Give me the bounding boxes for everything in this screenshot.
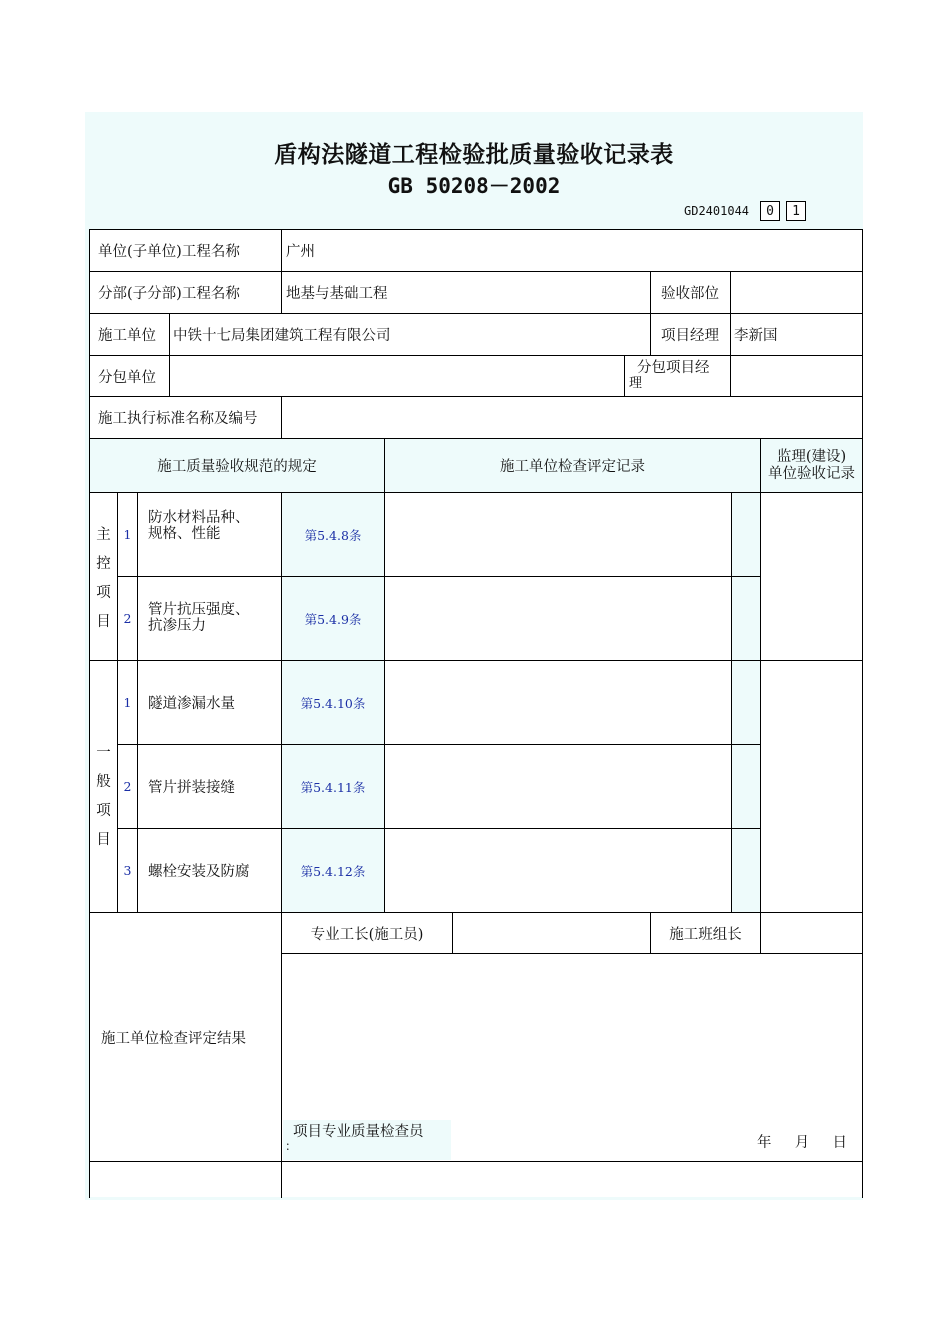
location-label: 验收部位 xyxy=(650,271,731,314)
general-item-3-clause: 第5.4.12条 xyxy=(281,828,385,913)
form-digit-2[interactable]: 1 xyxy=(786,201,806,221)
standard-field[interactable] xyxy=(281,396,863,439)
standard-label: 施工执行标准名称及编号 xyxy=(89,396,282,439)
spec-column-header: 施工质量验收规范的规定 xyxy=(89,438,385,493)
bottom-border-left xyxy=(89,1161,90,1198)
division-name-field[interactable]: 地基与基础工程 xyxy=(281,271,651,314)
foreman-field[interactable] xyxy=(452,912,651,954)
main-item-1-record-spare xyxy=(731,492,761,577)
project-manager-field[interactable]: 李新国 xyxy=(730,313,863,356)
general-item-3-no: 3 xyxy=(117,828,138,913)
result-date: 年 月 日 xyxy=(757,1135,847,1151)
main-item-2-no: 2 xyxy=(117,576,138,661)
form-code: GD2401044 xyxy=(684,204,750,218)
general-item-2-name: 管片拼装接缝 xyxy=(137,744,282,829)
general-item-3-record[interactable] xyxy=(384,828,732,913)
subcontractor-field[interactable] xyxy=(169,355,625,397)
record-column-header: 施工单位检查评定记录 xyxy=(384,438,761,493)
main-item-2-name: 管片抗压强度、 抗渗压力 xyxy=(137,576,282,661)
page-title: 盾构法隧道工程检验批质量验收记录表 xyxy=(274,142,674,168)
subcontractor-label: 分包单位 xyxy=(89,355,170,397)
team-leader-field[interactable] xyxy=(760,912,863,954)
main-item-1-clause: 第5.4.8条 xyxy=(281,492,385,577)
team-leader-label: 施工班组长 xyxy=(650,912,761,954)
general-item-1-name: 隧道渗漏水量 xyxy=(137,660,282,745)
general-item-2-record[interactable] xyxy=(384,744,732,829)
standard-code: GB 50208－2002 xyxy=(387,174,561,198)
general-item-3-name: 螺栓安装及防腐 xyxy=(137,828,282,913)
supervisor-column-header: 监理(建设) 单位验收记录 xyxy=(760,438,863,493)
general-item-3-record-spare xyxy=(731,828,761,913)
general-items-group-label: 一 般 项 目 xyxy=(89,660,118,913)
main-items-group-label: 主 控 项 目 xyxy=(89,492,118,661)
general-item-2-clause: 第5.4.11条 xyxy=(281,744,385,829)
inspector-label: 项目专业质量检查员 ： xyxy=(283,1120,451,1160)
contractor-field[interactable]: 中铁十七局集团建筑工程有限公司 xyxy=(169,313,651,356)
unit-name-label: 单位(子单位)工程名称 xyxy=(89,229,282,272)
contractor-label: 施工单位 xyxy=(89,313,170,356)
foreman-label: 专业工长(施工员) xyxy=(281,912,453,954)
project-manager-label: 项目经理 xyxy=(650,313,731,356)
location-field[interactable] xyxy=(730,271,863,314)
bottom-border-mid xyxy=(281,1161,282,1198)
general-item-2-record-spare xyxy=(731,744,761,829)
sub-pm-label: 分包项目经 理 xyxy=(624,355,731,397)
general-item-1-record-spare xyxy=(731,660,761,745)
main-item-1-name: 防水材料品种、 规格、性能 xyxy=(137,492,282,577)
general-item-1-no: 1 xyxy=(117,660,138,745)
result-label: 施工单位检查评定结果 xyxy=(89,912,282,1162)
bottom-border-right xyxy=(862,1161,863,1198)
general-item-1-record[interactable] xyxy=(384,660,732,745)
general-items-supervisor-record[interactable] xyxy=(760,660,863,913)
main-items-supervisor-record[interactable] xyxy=(760,492,863,661)
form-digit-1[interactable]: 0 xyxy=(760,201,780,221)
main-item-2-record-spare xyxy=(731,576,761,661)
main-item-2-clause: 第5.4.9条 xyxy=(281,576,385,661)
sub-pm-field[interactable] xyxy=(730,355,863,397)
main-item-2-record[interactable] xyxy=(384,576,732,661)
general-item-1-clause: 第5.4.10条 xyxy=(281,660,385,745)
main-item-1-record[interactable] xyxy=(384,492,732,577)
division-name-label: 分部(子分部)工程名称 xyxy=(89,271,282,314)
main-item-1-no: 1 xyxy=(117,492,138,577)
unit-name-field[interactable]: 广州 xyxy=(281,229,863,272)
general-item-2-no: 2 xyxy=(117,744,138,829)
